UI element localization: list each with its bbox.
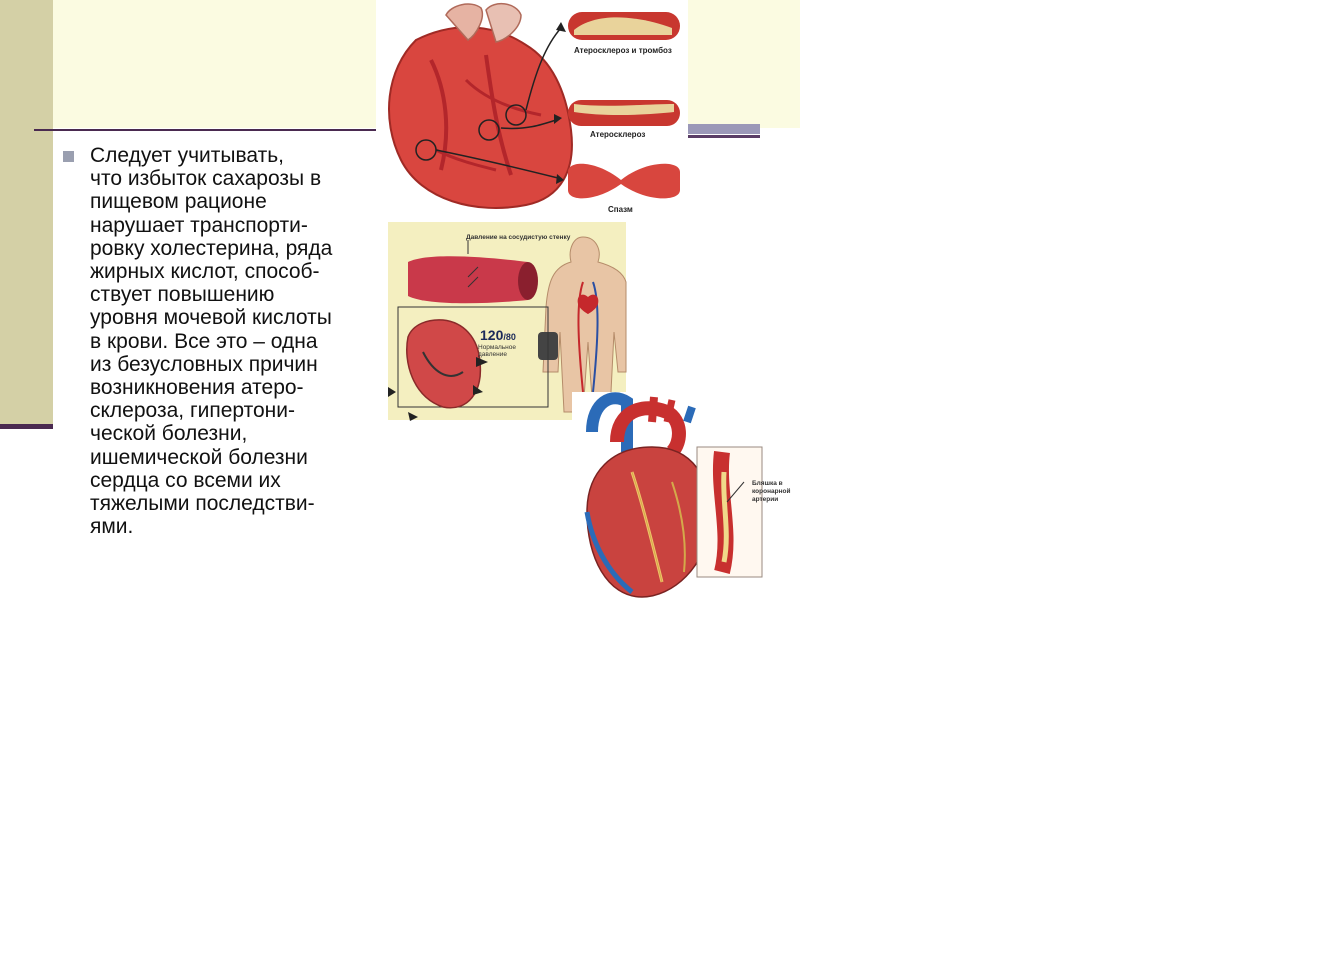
bp-note: Нормальное давление bbox=[478, 344, 517, 358]
plaque-label: Бляшка в коронарной артерии bbox=[752, 480, 791, 503]
coronary-plaque-image bbox=[572, 392, 1337, 955]
caption-atherosclerosis: Атеросклероз bbox=[590, 130, 646, 139]
bp-reading bbox=[480, 327, 516, 345]
bp-systolic: 120 bbox=[480, 327, 504, 343]
slide-body-text: Следует учитывать, что избыток сахарозы в пищевом рационе нарушает транспорти- ровку холестерина, ряда жирных кислот, способ- ствует повышению уровня мочевой кислоты в крови. Все это – одна из безусловных причин возникновения атеро- склероза, гипертони- ческой болезни, ишемической болезни сердца со всеми их тяжелыми последстви- ями. bbox=[90, 144, 333, 539]
right-decor-rule-thin bbox=[688, 135, 760, 138]
right-decor-rule bbox=[688, 124, 760, 134]
blood-pressure-image bbox=[388, 222, 626, 420]
heart-vessels-image bbox=[376, 0, 688, 220]
left-decor-bar bbox=[0, 0, 53, 428]
title-divider bbox=[34, 129, 379, 131]
caption-spasm: Спазм bbox=[608, 205, 633, 214]
heart-vessels-illustration bbox=[376, 0, 688, 220]
bullet-marker bbox=[63, 151, 74, 162]
bp-diastolic: /80 bbox=[503, 332, 516, 342]
pressure-label: Давление на сосудистую стенку bbox=[466, 234, 571, 241]
caption-atherosclerosis-thrombosis: Атеросклероз и тромбоз bbox=[574, 46, 672, 55]
watermark: MyShared bbox=[1186, 922, 1337, 955]
left-decor-bar-edge bbox=[0, 424, 53, 429]
blood-pressure-illustration bbox=[388, 222, 626, 420]
